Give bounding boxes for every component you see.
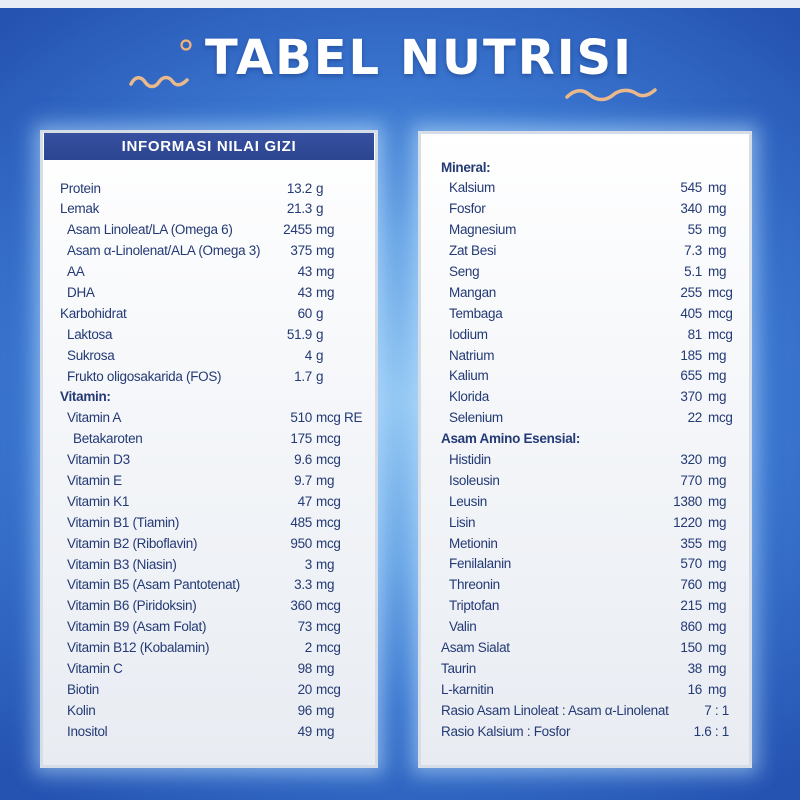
nutrient-unit: mcg RE: [316, 410, 363, 426]
nutrient-label: Triptofan: [449, 598, 500, 614]
nutrient-amount: 255: [680, 284, 702, 300]
nutrient-unit: mg: [708, 639, 727, 655]
nutrient-amount: 60: [297, 305, 312, 321]
nutrient-amount: 1220: [673, 514, 702, 530]
nutrient-amount: 175: [290, 431, 312, 447]
nutrient-row: [40, 471, 378, 492]
nutrient-label: DHA: [67, 284, 95, 300]
nutrient-unit: g: [316, 180, 324, 196]
nutrient-unit: mg: [316, 284, 335, 300]
nutrient-unit: g: [316, 305, 324, 321]
nutrient-unit: mg: [708, 389, 727, 405]
nutrient-row: [418, 325, 752, 346]
nutrient-row: [418, 534, 752, 555]
nutrient-label: Histidin: [449, 451, 491, 467]
nutrient-label: Klorida: [449, 389, 489, 405]
nutrient-unit: mg: [708, 243, 727, 259]
nutrient-unit: mg: [708, 368, 727, 384]
section-heading-row: [418, 158, 752, 179]
nutrient-label: Lemak: [60, 201, 100, 217]
nutrient-unit: mg: [708, 577, 727, 593]
nutrient-amount: 73: [297, 619, 312, 635]
nutrient-unit: mg: [708, 514, 727, 530]
nutrient-row: [40, 199, 378, 220]
nutrient-unit: mcg: [708, 305, 733, 321]
nutrient-label: Biotin: [67, 681, 99, 697]
nutrient-row: [40, 408, 378, 429]
nutrient-amount: 43: [297, 264, 312, 280]
nutrient-label: Zat Besi: [449, 243, 497, 259]
nutrient-row: [40, 304, 378, 325]
nutrient-amount: 655: [680, 368, 702, 384]
nutrient-amount: 21.3: [286, 201, 312, 217]
nutrient-amount: 9.7: [294, 472, 312, 488]
nutrient-amount: 370: [680, 389, 702, 405]
nutrient-row: [40, 492, 378, 513]
left-squiggle-icon: [131, 78, 187, 87]
nutrient-list-left: [40, 179, 378, 743]
nutrient-label: Vitamin D3: [67, 452, 130, 468]
nutrient-row: [40, 325, 378, 346]
nutrient-row: [418, 659, 752, 680]
nutrient-row: [418, 554, 752, 575]
nutrient-unit: mg: [708, 660, 727, 676]
nutrient-label: Lisin: [449, 514, 476, 530]
nutrient-unit: mcg: [316, 493, 341, 509]
nutrient-amount: 9.6: [294, 452, 312, 468]
nutrient-label: Seng: [449, 263, 480, 279]
nutrient-row: [40, 262, 378, 283]
nutrient-label: Taurin: [441, 660, 476, 676]
nutrient-row: [40, 220, 378, 241]
nutrient-label: Asam Linoleat/LA (Omega 6): [67, 222, 233, 238]
nutrient-unit: mcg: [316, 640, 341, 656]
section-heading-row: [418, 429, 752, 450]
nutrient-unit: mg: [708, 347, 727, 363]
nutrient-label: Vitamin B9 (Asam Folat): [67, 619, 207, 635]
nutrient-row: [40, 367, 378, 388]
nutrient-unit: g: [316, 368, 324, 384]
nutrient-amount: 1380: [673, 493, 702, 509]
nutrient-amount: 320: [680, 451, 702, 467]
nutrient-amount: 510: [290, 410, 312, 426]
nutrient-row: [418, 450, 752, 471]
nutrient-label: Rasio Kalsium : Fosfor: [441, 723, 571, 739]
nutrient-row: [418, 638, 752, 659]
nutrient-label: Asam Sialat: [441, 639, 510, 655]
nutrient-amount: 185: [680, 347, 702, 363]
nutrient-amount: 43: [297, 284, 312, 300]
nutrient-label: Valin: [449, 619, 477, 635]
nutrient-row: [40, 617, 378, 638]
nutrient-row: [418, 596, 752, 617]
nutrient-row: [40, 241, 378, 262]
nutrient-unit: mg: [316, 702, 335, 718]
nutrient-row: [418, 241, 752, 262]
nutrient-unit: mcg: [708, 326, 733, 342]
nutrient-row: [418, 680, 752, 701]
nutrient-label: Magnesium: [449, 222, 517, 238]
nutrient-unit: mcg: [316, 598, 341, 614]
nutrient-row: [40, 722, 378, 743]
nutrient-unit: mg: [708, 180, 727, 196]
nutrient-amount: 5.1: [684, 263, 702, 279]
nutrient-unit: mcg: [316, 681, 341, 697]
nutrient-label: Kalsium: [449, 180, 495, 196]
nutrient-unit: mg: [316, 660, 335, 676]
nutrient-label: Threonin: [449, 577, 500, 593]
nutrient-label: Vitamin B2 (Riboflavin): [67, 535, 198, 551]
nutrient-label: Kolin: [67, 702, 96, 718]
nutrient-amount: 16: [687, 681, 702, 697]
nutrient-unit: mg: [708, 681, 727, 697]
nutrient-amount: 81: [687, 326, 702, 342]
nutrient-row: [418, 471, 752, 492]
nutrient-label: Vitamin A: [67, 410, 122, 426]
nutrient-label: Frukto oligosakarida (FOS): [67, 368, 222, 384]
nutrient-unit: mg: [316, 472, 335, 488]
nutrient-unit: mg: [708, 556, 727, 572]
nutrient-unit: mg: [316, 222, 335, 238]
nutrient-amount: 570: [680, 556, 702, 572]
nutrient-row: [40, 575, 378, 596]
nutrient-amount: 950: [290, 535, 312, 551]
circle-ornament-icon: [182, 41, 191, 50]
nutrient-unit: mcg: [708, 284, 733, 300]
nutrient-row: [418, 513, 752, 534]
nutrient-unit: mg: [316, 243, 335, 259]
nutrient-amount: 96: [297, 702, 312, 718]
nutrient-label: Isoleusin: [449, 472, 500, 488]
nutrient-row: [40, 429, 378, 450]
nutrient-row: [418, 262, 752, 283]
nutrient-row: [418, 366, 752, 387]
nutrient-amount: 375: [290, 243, 312, 259]
nutrient-label: Vitamin C: [67, 660, 123, 676]
nutrient-unit: mcg: [316, 431, 341, 447]
nutrient-label: Metionin: [449, 535, 498, 551]
nutrient-unit: mg: [708, 451, 727, 467]
nutrient-unit: mcg: [316, 514, 341, 530]
nutrient-amount: 22: [687, 410, 702, 426]
nutrient-label: Betakaroten: [73, 431, 143, 447]
nutrient-label: Leusin: [449, 493, 487, 509]
nutrient-row: [418, 220, 752, 241]
section-heading: Vitamin:: [60, 389, 111, 405]
nutrient-unit: mg: [316, 556, 335, 572]
nutrient-label: Vitamin B5 (Asam Pantotenat): [67, 577, 240, 593]
nutrient-label: Vitamin B6 (Piridoksin): [67, 598, 197, 614]
nutrient-unit: mg: [708, 472, 727, 488]
nutrient-unit: mg: [708, 222, 727, 238]
nutrient-amount: 47: [297, 493, 312, 509]
nutrient-row: [40, 659, 378, 680]
nutrient-amount: 405: [680, 305, 702, 321]
nutrient-label: Selenium: [449, 410, 503, 426]
nutrient-amount: 215: [680, 598, 702, 614]
nutrient-row: [418, 387, 752, 408]
nutrient-label: Natrium: [449, 347, 495, 363]
nutrient-row: [418, 283, 752, 304]
nutrient-amount: 545: [680, 180, 702, 196]
nutrient-list-right: [418, 158, 752, 743]
nutrient-amount: 7.3: [684, 243, 702, 259]
nutrient-unit: mg: [708, 201, 727, 217]
nutrient-label: Vitamin B12 (Kobalamin): [67, 640, 210, 656]
nutrient-amount: 770: [680, 472, 702, 488]
nutrient-label: Tembaga: [449, 305, 503, 321]
nutrient-ratio: 1.6 : 1: [693, 723, 729, 739]
nutrient-label: Vitamin B3 (Niasin): [67, 556, 177, 572]
nutrition-panel-right: [418, 131, 752, 768]
nutrient-label: Karbohidrat: [60, 305, 127, 321]
nutrient-row: [40, 680, 378, 701]
nutrient-amount: 1.7: [294, 368, 312, 384]
right-squiggle-icon: [567, 90, 655, 100]
nutrient-label: Laktosa: [67, 326, 113, 342]
nutrient-amount: 98: [297, 660, 312, 676]
nutrient-unit: mg: [708, 535, 727, 551]
nutrient-unit: mg: [316, 577, 335, 593]
nutrient-row: [40, 701, 378, 722]
nutrient-row: [418, 178, 752, 199]
nutrient-label: Sukrosa: [67, 347, 115, 363]
page-title: TABEL NUTRISI: [205, 30, 633, 86]
nutrient-label: Vitamin E: [67, 472, 122, 488]
nutrient-unit: mcg: [316, 452, 341, 468]
nutrient-ratio: 7 : 1: [704, 702, 729, 718]
nutrient-unit: mg: [316, 264, 335, 280]
nutrient-row: [418, 408, 752, 429]
nutrient-unit: g: [316, 326, 324, 342]
nutrient-row: [40, 179, 378, 200]
nutrient-amount: 760: [680, 577, 702, 593]
nutrient-amount: 38: [687, 660, 702, 676]
nutrient-label: Inositol: [67, 723, 108, 739]
nutrient-row: [40, 346, 378, 367]
nutrient-unit: g: [316, 201, 324, 217]
nutrient-label: Fosfor: [449, 201, 486, 217]
nutrient-row: [40, 555, 378, 576]
nutrition-panel-left: [40, 130, 378, 768]
nutrient-label: Rasio Asam Linoleat : Asam α-Linolenat: [441, 702, 669, 718]
nutrient-unit: g: [316, 347, 324, 363]
nutrient-label: Fenilalanin: [449, 556, 511, 572]
nutrient-row: [40, 513, 378, 534]
nutrient-label: Protein: [60, 180, 101, 196]
section-heading: Mineral:: [441, 159, 491, 175]
nutrient-label: Vitamin B1 (Tiamin): [67, 514, 180, 530]
nutrient-label: Vitamin K1: [67, 493, 130, 509]
nutrient-amount: 150: [680, 639, 702, 655]
nutrient-amount: 20: [297, 681, 312, 697]
nutrient-amount: 3: [304, 556, 312, 572]
nutrient-row: [418, 617, 752, 638]
nutrient-amount: 860: [680, 619, 702, 635]
nutrient-label: Asam α-Linolenat/ALA (Omega 3): [67, 243, 261, 259]
section-heading: Asam Amino Esensial:: [441, 431, 581, 447]
nutrient-unit: mg: [708, 263, 727, 279]
nutrient-row: [418, 701, 752, 722]
nutrient-row: [418, 492, 752, 513]
nutrient-amount: 4: [304, 347, 312, 363]
nutrient-label: L-karnitin: [441, 681, 494, 697]
section-heading-row: [40, 387, 378, 408]
nutrient-row: [40, 283, 378, 304]
nutrient-amount: 2455: [283, 222, 312, 238]
nutrient-label: AA: [67, 264, 85, 280]
nutrient-row: [418, 199, 752, 220]
nutrient-amount: 340: [680, 201, 702, 217]
nutrient-unit: mcg: [316, 619, 341, 635]
nutrient-amount: 51.9: [286, 326, 312, 342]
top-border: [0, 0, 800, 8]
nutrient-row: [40, 534, 378, 555]
nutrient-row: [418, 346, 752, 367]
nutrient-label: Mangan: [449, 284, 496, 300]
nutrient-amount: 485: [290, 514, 312, 530]
nutrient-unit: mg: [708, 598, 727, 614]
nutrient-row: [40, 638, 378, 659]
nutrient-row: [40, 450, 378, 471]
nutrient-row: [40, 596, 378, 617]
nutrient-unit: mcg: [316, 535, 341, 551]
nutrient-label: Kalium: [449, 368, 489, 384]
nutrient-unit: mcg: [708, 410, 733, 426]
nutrient-amount: 355: [680, 535, 702, 551]
nutrient-amount: 3.3: [294, 577, 312, 593]
nutrient-unit: mg: [316, 723, 335, 739]
nutrient-unit: mg: [708, 619, 727, 635]
nutrient-row: [418, 575, 752, 596]
nutrient-row: [418, 722, 752, 743]
panel-header: INFORMASI NILAI GIZI: [44, 133, 374, 160]
nutrient-amount: 360: [290, 598, 312, 614]
nutrient-label: Iodium: [449, 326, 488, 342]
nutrient-unit: mg: [708, 493, 727, 509]
nutrient-row: [418, 304, 752, 325]
nutrient-amount: 49: [297, 723, 312, 739]
nutrient-amount: 2: [304, 640, 312, 656]
nutrient-amount: 55: [687, 222, 702, 238]
nutrient-amount: 13.2: [286, 180, 312, 196]
